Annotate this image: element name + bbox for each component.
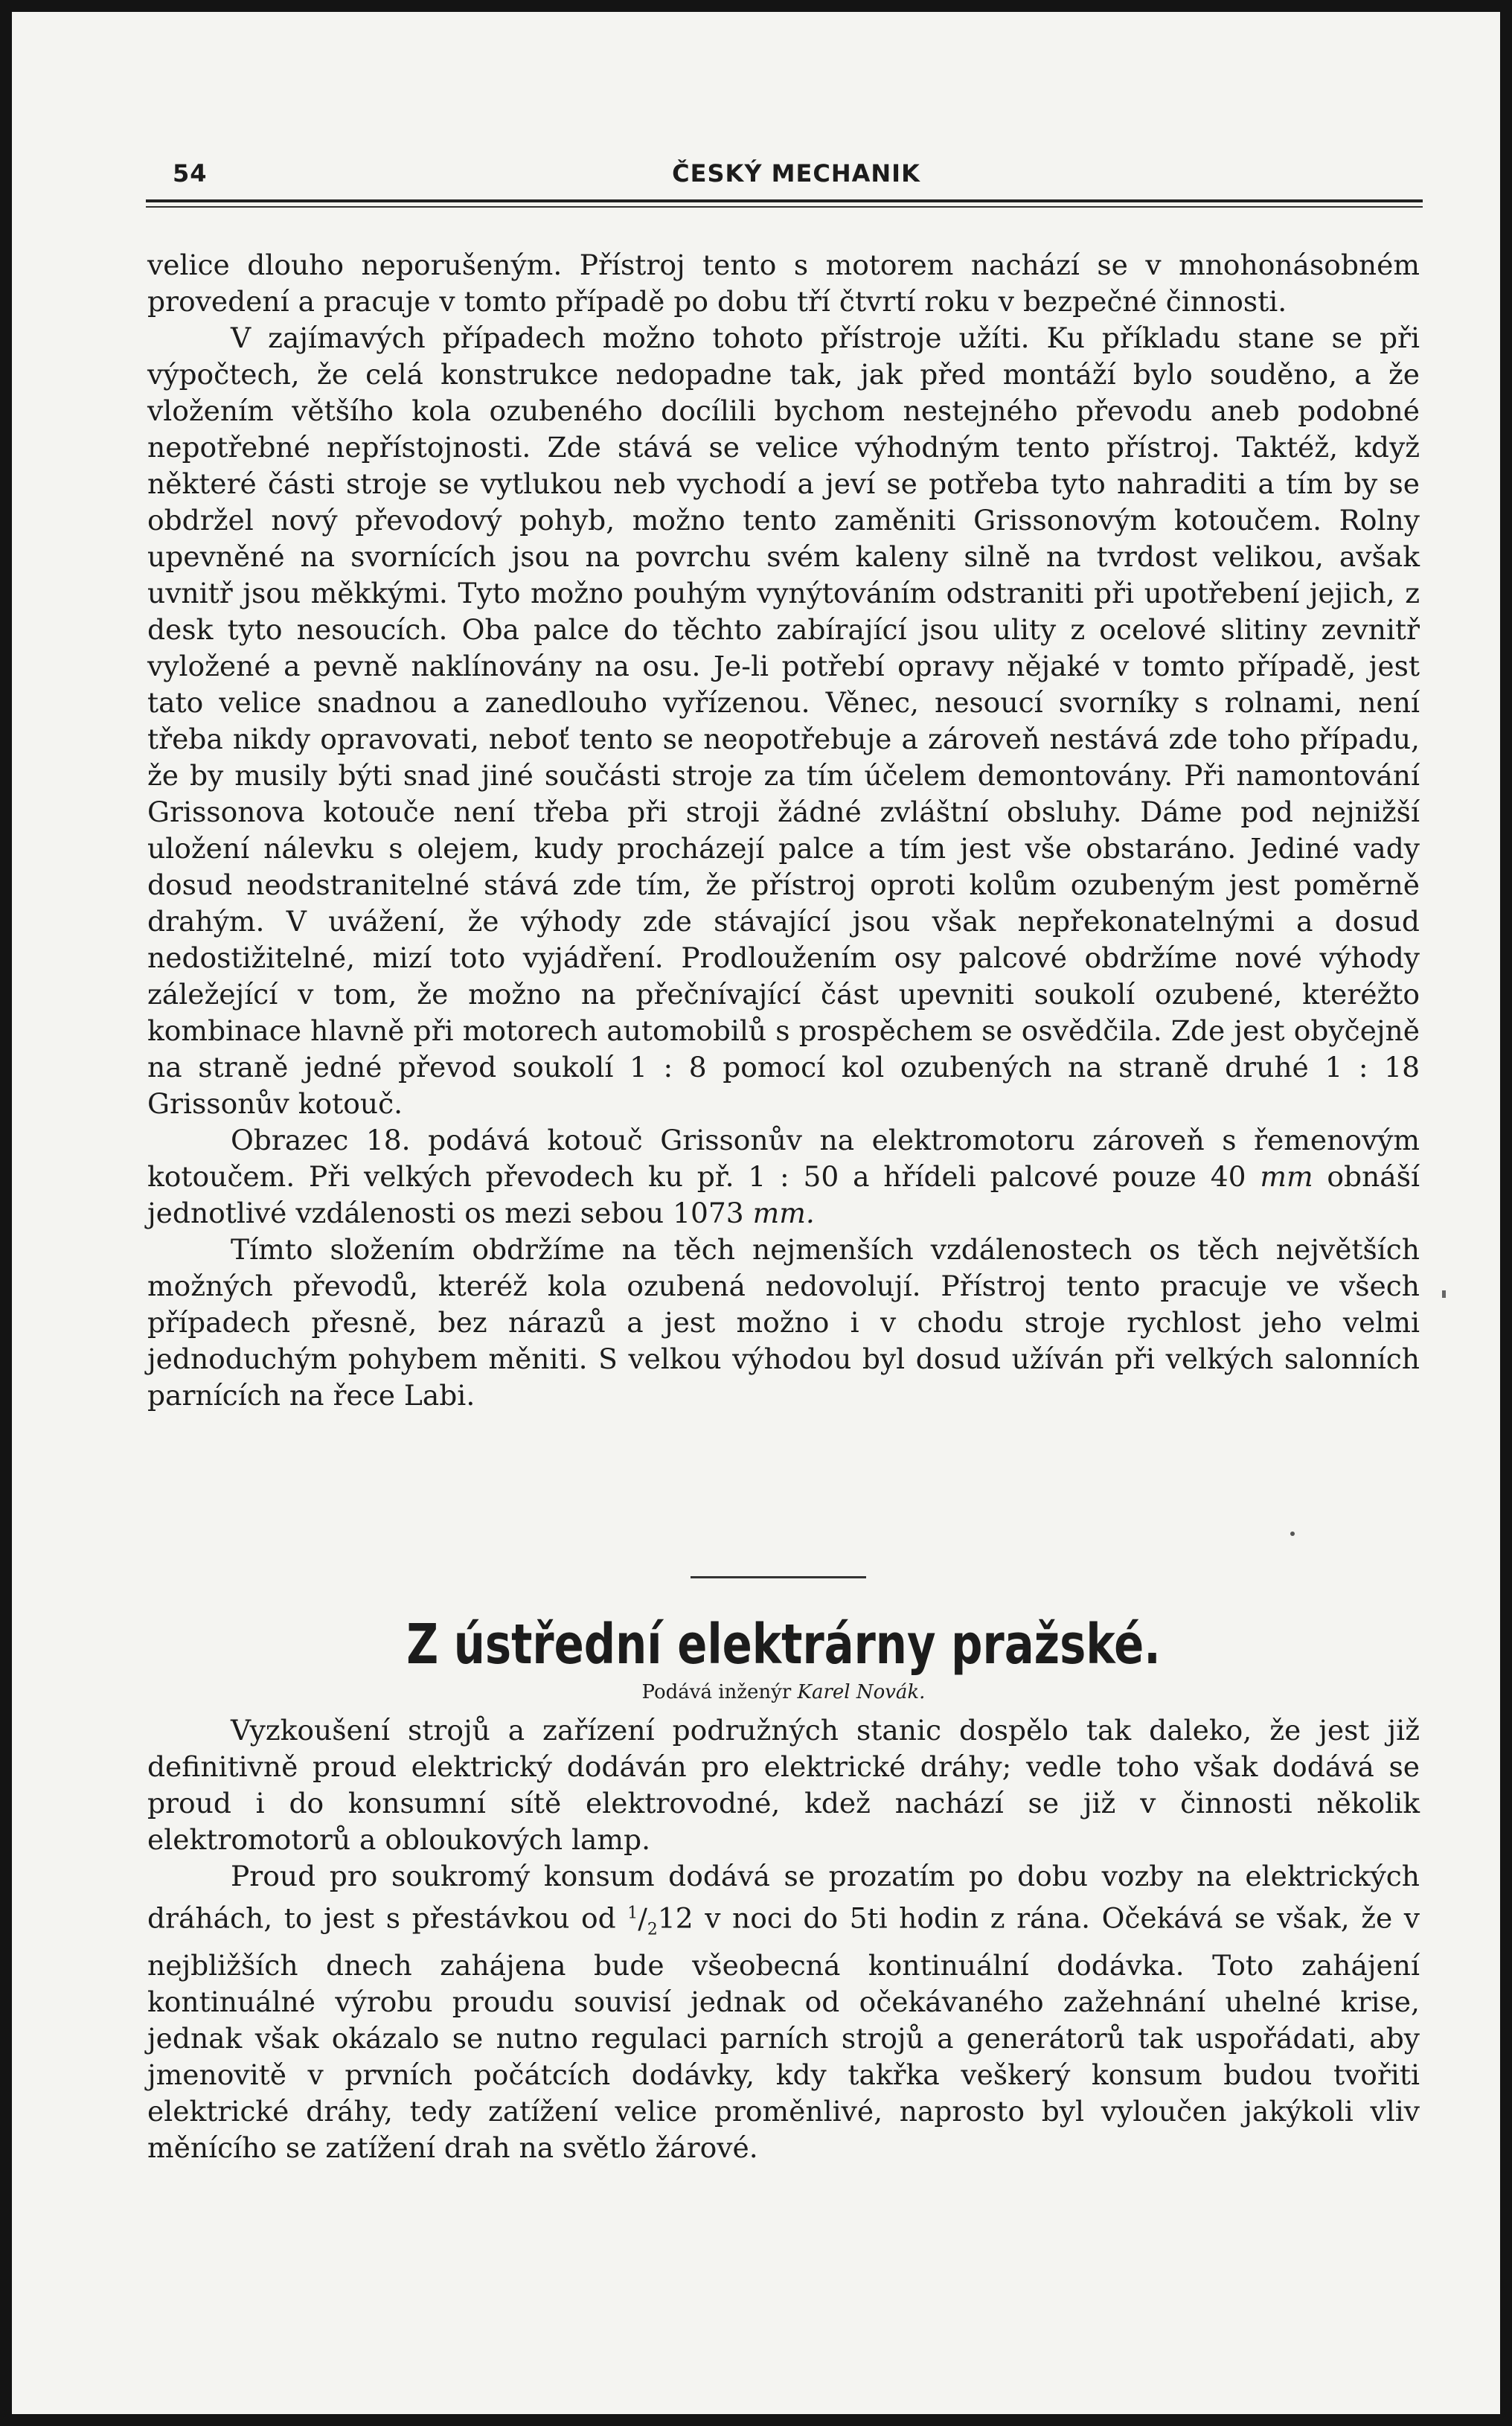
section-separator [691, 1576, 866, 1578]
paragraph: V zajímavých případech možno tohoto přístroje užíti. Ku příkladu stane se při výpočtech, že celá konstrukce nedopadne tak, jak před montáží bylo souděno, a že vložením většího kola ozubeného docílili bychom nestejného převodu aneb podobné nepotřebné nepřístojnosti. Zde stává se velice výhodným tento přístroj. Taktéž, když některé části stroje se vytlukou neb vychodí a jeví se potřeba tyto nahraditi a tím by se obdržel nový převodový pohyb, možno tento zaměniti Grissonovým kotoučem. Rolny upevněné na svornících jsou na povrchu svém kaleny silně na tvrdost velikou, avšak uvnitř jsou měkkými. Tyto možno pouhým vynýtováním odstraniti při upotřebení jejich, z desk tyto nesoucích. Oba palce do těchto zabírající jsou ulity z ocelové slitiny zevnitř vyložené a pevně naklínovány na osu. Je-li potřebí opravy nějaké v tomto případě, jest tato velice snadnou a zanedlouho vyřízenou. Věnec, nesoucí svorníky s rolnami, není třeba nikdy opravovati, neboť tento se neopotřebuje a zároveň nestává zde toho případu, že by musily býti snad jiné součásti stroje za tím účelem demontovány. Při namontování Grissonova kotouče není třeba při stroji žádné zvláštní obsluhy. Dáme pod nejnižší uložení nálevku s olejem, kudy procházejí palce a tím jest vše obstaráno. Jediné vady dosud neodstranitelné stává zde tím, že přístroj oproti kolům ozubeným jest poměrně drahým. V uvážení, že výhody zde stávající jsou však nepřekonatelnými a dosud nedostižitelné, mizí toto vyjádření. Prodloužením osy palcové obdržíme nové výhody záležející v tom, že možno na přečnívající část upevniti soukolí ozubené, kteréžto kombinace hlavně při motorech automobilů s prospěchem se osvědčila. Zde jest obyčejně na straně jedné převod soukolí 1 : 8 pomocí kol ozubených na straně druhé 1 : 18 Grissonův kotouč. [147, 321, 1420, 1120]
print-speck [1290, 1532, 1295, 1536]
measure-number: 40 [1210, 1160, 1246, 1193]
margin-speck [1442, 1290, 1446, 1298]
document-page [12, 12, 1500, 2414]
running-header [173, 159, 1420, 189]
header-rule-thin [146, 206, 1423, 208]
article-title: Z ústřední elektrárny pražské. [406, 1613, 1161, 1677]
paragraph-text: Proud pro soukromý konsum dodává se prozatím po dobu vozby na elektrických dráhách, to jest s přestávkou od [147, 1860, 1420, 1935]
unit: mm. [752, 1197, 815, 1229]
paragraph [147, 1858, 1420, 2166]
paragraph: Vyzkoušení strojů a zařízení podružných stanic dospělo tak daleko, že jest již definitivně proud elektrický dodáván pro elektrické dráhy; vedle toho však dodává se proud i do konsumní sítě elektrovodné, kdež nachází se již v činnosti několik elektromotorů a obloukových lamp. [147, 1714, 1420, 1856]
unit: mm [1260, 1160, 1313, 1193]
paragraph: velice dlouho neporušeným. Přístroj tento s motorem nachází se v mnohonásobném provedení a pracuje v tomto případě po dobu tří čtvrtí roku v bezpečné činnosti. [147, 249, 1420, 318]
paragraph-text: Očekává se však, že v nejbližších dnech zahájena bude všeobecná kontinuální dodávka. Toto zahájení kontinuálné výrobu proudu souvisí jednak od očekávaného zažehnání uhelné krise, jednak však okázalo se nutno regulaci parních strojů a generátorů tak uspořádati, aby jmenovitě v prvních počátcích dodávky, kdy takřka veškerý konsum budou tvořiti elektrické dráhy, tedy zatížení velice proměnlivé, naprosto byl vyloučen jakýkoli vliv měnícího se zatížení drah na světlo žárové. [147, 1901, 1420, 2165]
article-continuation [147, 247, 1420, 1414]
paragraph [147, 1122, 1420, 1232]
byline-prefix: Podává inženýr [641, 1681, 792, 1703]
page-number: 54 [173, 159, 208, 188]
paragraph-text: 12 v noci do 5ti hodin z rána. [657, 1901, 1091, 1935]
paragraph-text: Obrazec 18. podává kotouč Grissonův na elektromotoru zároveň s řemenovým kotoučem. Při velkých převodech ku př. 1 : 50 a hřídeli palcové pouze [147, 1124, 1420, 1193]
running-title: ČESKÝ MECHANIK [672, 159, 920, 188]
fraction: $^1/_2$ [627, 1901, 658, 1939]
article-body [147, 1712, 1420, 2166]
header-rule-thick [146, 199, 1423, 202]
fraction-denominator: 2 [647, 1920, 658, 1939]
byline-author: Karel Novák. [797, 1681, 926, 1703]
byline [147, 1679, 1420, 1706]
paragraph-text: obnáší jednotlivé vzdálenosti os mezi sebou 1073 [147, 1160, 1420, 1229]
paragraph: Tímto složením obdržíme na těch nejmenších vzdálenostech os těch největších možných převodů, kteréž kola ozubená nedovolují. Přístroj tento pracuje ve všech případech přesně, bez nárazů a jest možno i v chodu stroje rychlost jeho velmi jednoduchým pohybem měniti. S velkou výhodou byl dosud užíván při velkých salonních parnících na řece Labi. [147, 1233, 1420, 1412]
fraction-numerator: 1 [627, 1904, 638, 1922]
